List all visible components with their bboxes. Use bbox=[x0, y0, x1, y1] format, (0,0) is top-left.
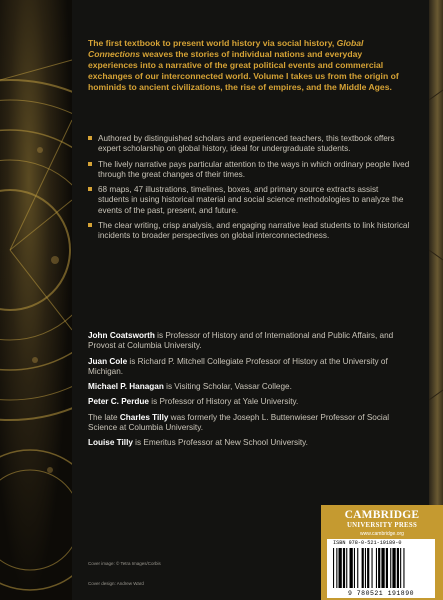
author-bio bbox=[88, 382, 408, 392]
author-description: is Emeritus Professor at New School University. bbox=[132, 438, 308, 448]
author-prefix: The late bbox=[88, 412, 120, 422]
author-description: is Professor of History and of International and Public Affairs, and Provost at Columbia University. bbox=[88, 331, 394, 351]
list-item-text: Authored by distinguished scholars and experienced teachers, this textbook offers expert scholarship on global history, ideal for undergraduate students. bbox=[98, 134, 395, 154]
list-item bbox=[88, 160, 410, 181]
publisher-url: www.cambridge.org bbox=[360, 531, 404, 537]
isbn-barcode bbox=[327, 539, 435, 598]
author-name: John Coatsworth bbox=[88, 331, 155, 340]
publisher-name: CAMBRIDGE bbox=[344, 509, 420, 521]
clock-dial-graphic bbox=[0, 0, 72, 600]
author-bio bbox=[88, 331, 408, 352]
author-description: was formerly the Joseph L. Buttenwieser Professor of Social Science at Columbia University. bbox=[88, 412, 390, 433]
author-bio bbox=[88, 397, 408, 407]
list-item bbox=[88, 221, 410, 242]
bullet-icon bbox=[88, 187, 92, 191]
cover-image-credit: Cover image: © Tetra Images/Corbis bbox=[88, 561, 161, 566]
list-item bbox=[88, 134, 410, 155]
author-description: is Visiting Scholar, Vassar College. bbox=[163, 382, 292, 392]
astronomical-clock-art-left bbox=[0, 0, 72, 600]
book-description bbox=[88, 38, 408, 93]
author-name: Charles Tilly bbox=[119, 412, 169, 422]
author-name: Michael P. Hanagan bbox=[88, 382, 164, 392]
description-text-continued: weaves the stories of individual nations and everyday experiences into a narrative of the great political events and commercial exchanges of our interconnected world. Volume I takes us from the origin of hominids to ancient civilizations, the rise of empires, and the Middle Ages. bbox=[88, 48, 399, 92]
bullet-icon bbox=[88, 136, 92, 140]
author-bio bbox=[88, 413, 408, 434]
list-item-text: The lively narrative pays particular attention to the ways in which ordinary people lived through the great changes of their times. bbox=[98, 159, 410, 179]
author-name: Peter C. Perdue bbox=[88, 397, 149, 407]
list-item-text: The clear writing, crisp analysis, and engaging narrative lead students to link historical incidents to broader perspectives on global interconnectedness. bbox=[98, 221, 410, 241]
isbn-digits: 9 780521 191890 bbox=[347, 590, 414, 597]
author-name: Louise Tilly bbox=[88, 438, 133, 448]
author-bio bbox=[88, 438, 408, 448]
barcode-bars bbox=[333, 548, 429, 588]
author-name: Juan Cole bbox=[88, 356, 128, 366]
list-item-text: 68 maps, 47 illustrations, timelines, boxes, and primary source extracts assist students in using historical material and social science methodologies to analyze the events of the past, present, and future. bbox=[98, 185, 404, 215]
isbn-label: ISBN 978-0-521-19189-0 bbox=[333, 540, 402, 546]
author-bios bbox=[88, 331, 408, 454]
bullet-icon bbox=[88, 162, 92, 166]
cover-design-credit: Cover design: Andrew Ward bbox=[88, 581, 144, 586]
author-bio bbox=[88, 357, 408, 378]
bullet-icon bbox=[88, 223, 92, 227]
feature-list bbox=[88, 134, 410, 247]
publisher-block bbox=[321, 505, 443, 600]
list-item bbox=[88, 185, 410, 216]
author-description: is Richard P. Mitchell Collegiate Professor of History at the University of Michigan. bbox=[88, 356, 388, 376]
book-title-italic: Global Connections bbox=[88, 38, 364, 59]
author-description: is Professor of History at Yale University. bbox=[148, 397, 299, 407]
description-text: The first textbook to present world history via social history, bbox=[88, 38, 337, 48]
publisher-subtitle: UNIVERSITY PRESS bbox=[346, 522, 418, 529]
